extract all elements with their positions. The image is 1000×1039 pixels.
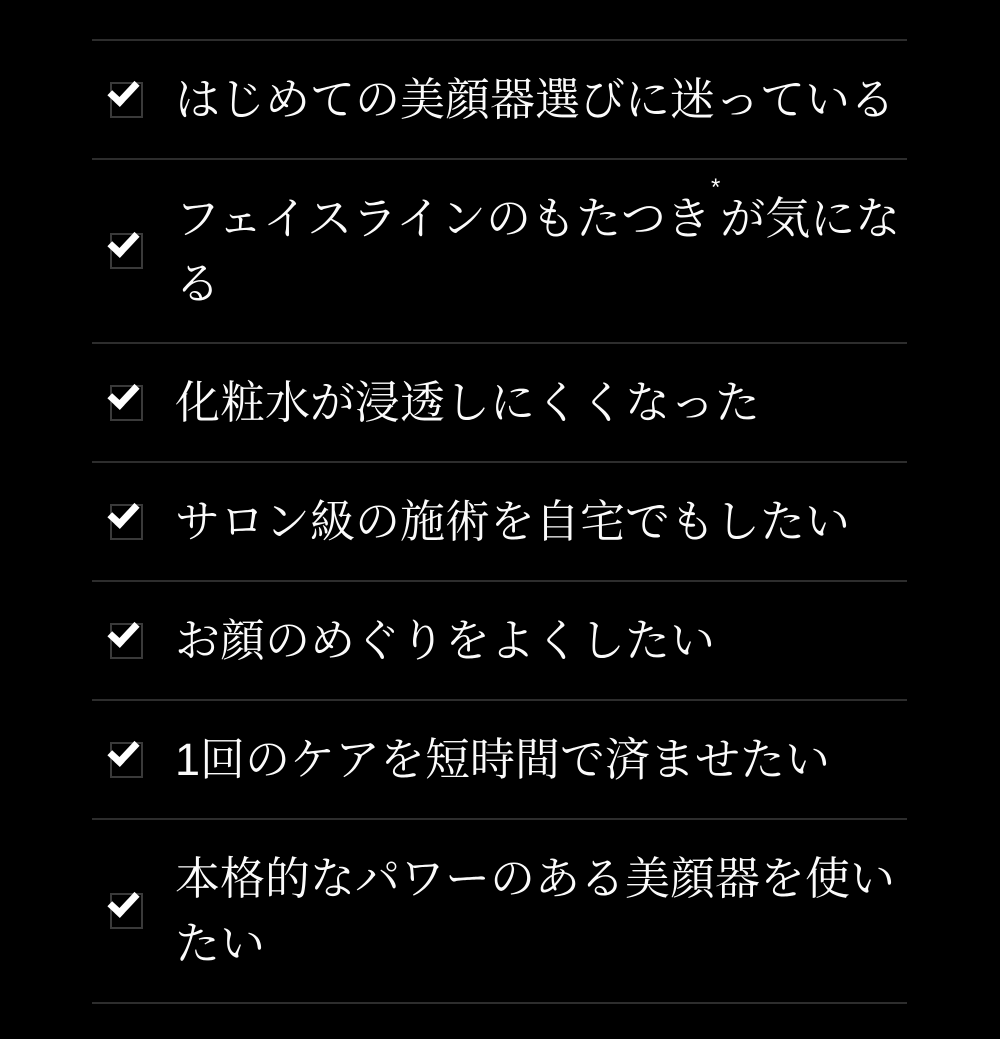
checkmark-icon — [107, 74, 139, 107]
checkbox-checked[interactable] — [110, 742, 143, 778]
checkbox-checked[interactable] — [110, 82, 143, 118]
checkmark-icon — [107, 496, 139, 529]
checklist-item — [92, 463, 907, 582]
checkbox-checked[interactable] — [110, 893, 143, 929]
checklist-item-label: サロン級の施術を自宅でもしたい — [175, 496, 851, 547]
concern-checklist — [92, 39, 907, 1004]
checkmark-icon — [107, 734, 139, 767]
checklist-item — [92, 344, 907, 463]
checkbox-checked[interactable] — [110, 385, 143, 421]
checkmark-icon — [107, 615, 139, 648]
checklist-item — [92, 582, 907, 701]
checklist-item-label: お顔のめぐりをよくしたい — [175, 615, 716, 666]
checklist-item-label: 本格的なパワーのある美顔器を使いたい — [175, 853, 896, 969]
checklist-item-label: はじめての美顔器選びに迷っている — [175, 74, 896, 125]
checklist-item — [92, 820, 907, 1004]
asterisk-note: * — [710, 174, 721, 201]
checkbox-checked[interactable] — [110, 623, 143, 659]
checklist-item-label: 化粧水が浸透しにくくなった — [175, 377, 761, 428]
checkbox-checked[interactable] — [110, 233, 143, 269]
checklist-item — [92, 701, 907, 820]
checkmark-icon — [107, 225, 139, 258]
checklist-item-label: フェイスラインのもたつき*が気になる — [175, 174, 901, 309]
checkbox-checked[interactable] — [110, 504, 143, 540]
checkmark-icon — [107, 885, 139, 918]
checkmark-icon — [107, 377, 139, 410]
checklist-item — [92, 41, 907, 160]
checklist-item-label: 1回のケアを短時間で済ませたい — [175, 734, 831, 785]
checklist-item — [92, 160, 907, 344]
